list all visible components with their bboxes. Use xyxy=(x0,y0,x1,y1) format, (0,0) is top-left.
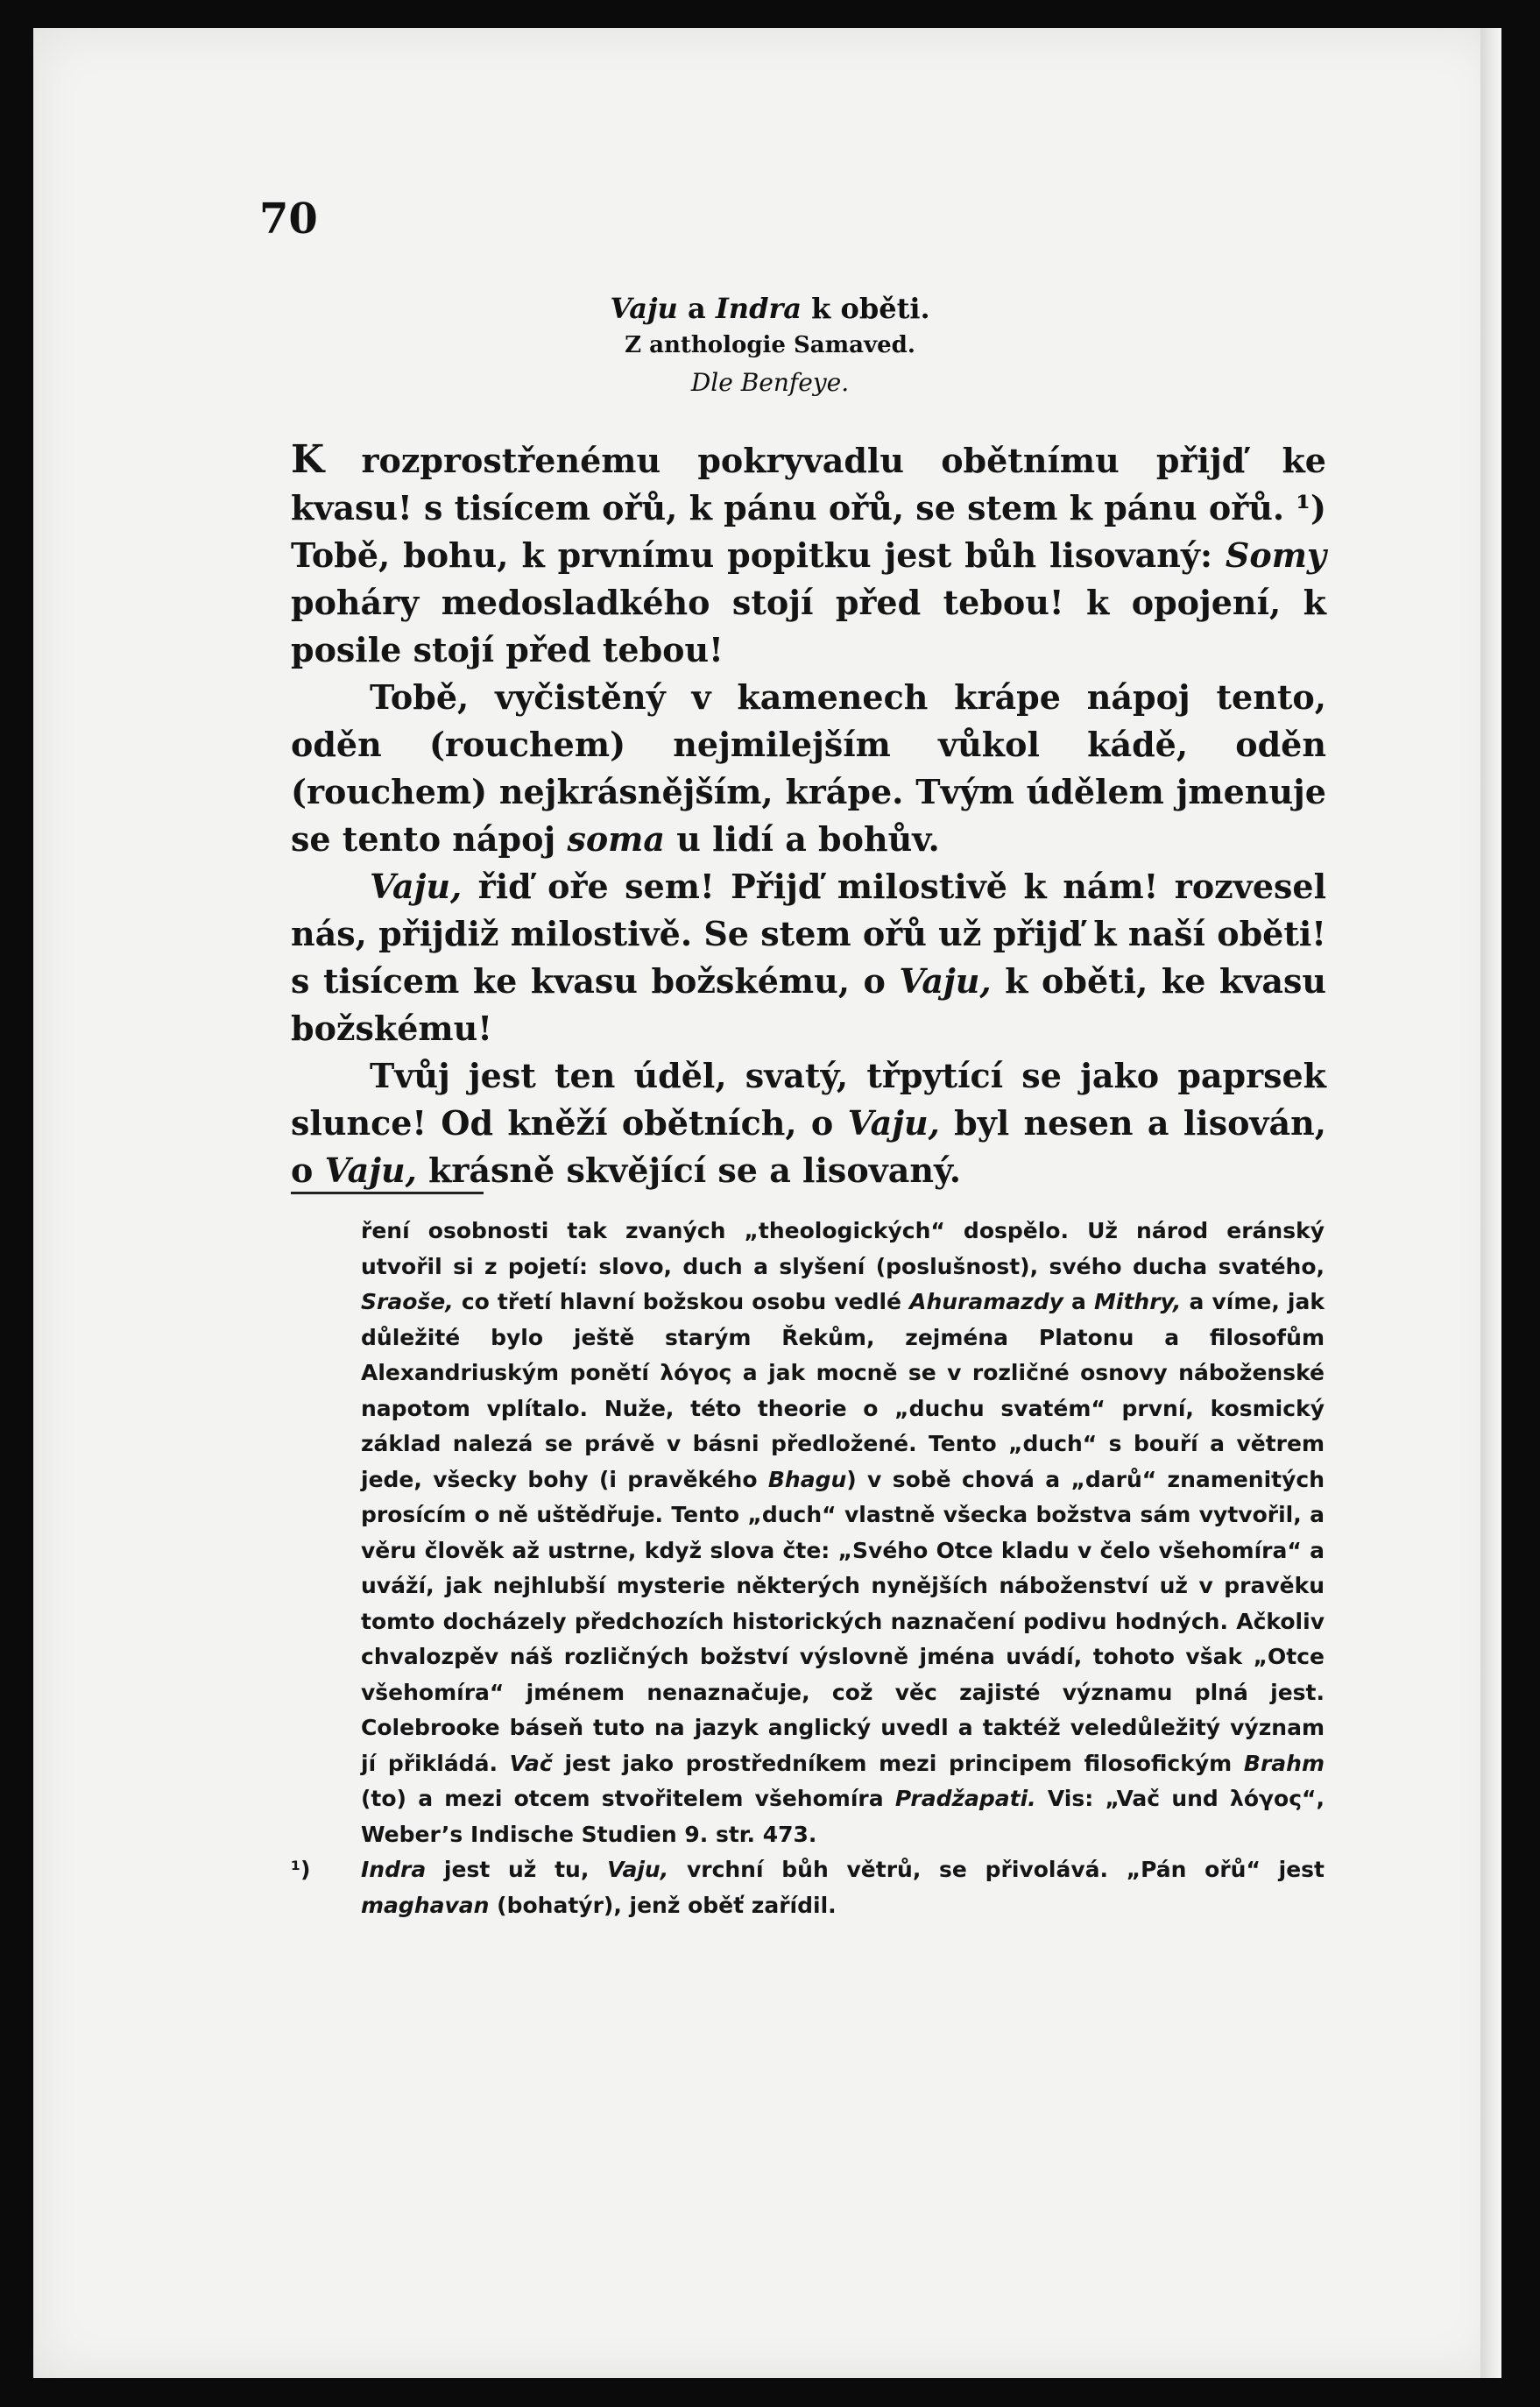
paragraph-3-text-b: k oběti, ke kvasu božskému! xyxy=(291,961,1326,1048)
paragraph-3-text-a: řiď oře sem! Přijď milostivě k nám! rozvesel nás, přijdiž milostivě. Se stem ořů už přijď k naší oběti! s tisícem ke kvasu božskému, o xyxy=(291,867,1326,1001)
paragraph-1-text-a: rozprostřenému pokryvadlu obětnímu přijď ke kvasu! s tisícem ořů, k pánu ořů, se stem k pánu ořů. ¹) Tobě, bohu, k prvnímu popitku jest bůh lisovaný: xyxy=(291,441,1326,575)
footnote-rule xyxy=(291,1192,484,1194)
fn2-text-a: jest už tu, xyxy=(426,1857,608,1882)
word-soma: soma xyxy=(567,819,666,859)
fn1-text-d: a víme, jak důležité bylo ještě starým Řekům, zejména Platonu a filosofům Alexandriuským ponětí λόγος a jak mocně se v rozličné osnovy náboženské napotom vplítalo. Nuže, této theorie o „duchu svatém“ první, kosmický základ nalezá se právě v básni předložené. Tento „duch“ s bouří a větrem jede, všecky bohy (i pravěkého xyxy=(361,1289,1325,1492)
word-vaju: Vaju, xyxy=(324,1150,417,1190)
fn1-text-e: ) v sobě chová a „darů“ znamenitých prosícím o ně uštědřuje. Tento „duch“ vlastně všecka božstva sám vytvořil, a věru člověk až ustrne, když slova čte: „Svého Otce kladu v čelo všehomíra“ a uváží, jak nejhlubší mysterie některých nynějších náboženství už v pravěku tomto docházely předchozích historických naznačení podivu hodných. Ačkoliv chvalozpěv náš rozličných božství výslovně jména uvádí, tohoto však „Otce všehomíra“ jménem nenaznačuje, což věc zajisté významu plná jest. Colebrooke báseň tuto na jazyk anglický uvedl a taktéž veledůležitý význam jí přikládá. xyxy=(361,1466,1325,1776)
paragraph-2-text-b: u lidí a bohův. xyxy=(665,819,940,859)
paragraph-3 xyxy=(291,863,1326,1052)
paragraph-1 xyxy=(291,436,1326,674)
footnote-continuation xyxy=(291,1214,1325,1852)
word-maghavan: maghavan xyxy=(361,1892,490,1918)
word-sraose: Sraoše, xyxy=(361,1289,454,1314)
title-vaju: Vaju xyxy=(610,292,678,325)
word-mithry: Mithry, xyxy=(1094,1289,1182,1314)
word-indra: Indra xyxy=(361,1857,427,1882)
fn1-text-f: jest jako prostředníkem mezi principem filosofickým xyxy=(552,1750,1244,1776)
footnotes xyxy=(291,1214,1325,1923)
paragraph-1-text-b: poháry medosladkého stojí před tebou! k opojení, k posile stojí před tebou! xyxy=(291,583,1326,669)
paragraph-2-text-a: Tobě, vyčistěný v kamenech krápe nápoj tento, oděn (rouchem) nejmilejším vůkol kádě, oděn (rouchem) nejkrásnějším, krápe. Tvým údělem jmenuje se tento nápoj xyxy=(291,677,1326,859)
word-vaju: Vaju, xyxy=(847,1103,940,1143)
page-number: 70 xyxy=(259,195,318,244)
word-vaju: Vaju, xyxy=(899,961,992,1001)
footnote-1 xyxy=(291,1852,1325,1923)
title-a: a xyxy=(677,292,716,325)
poem-subtitle: Z anthologie Samaved. xyxy=(625,332,915,358)
word-brahm: Brahm xyxy=(1243,1750,1325,1776)
fn1-text-g: (to) a mezi otcem stvořitelem všehomíra xyxy=(361,1786,895,1811)
fn1-text-b: co třetí hlavní božskou osobu vedlé xyxy=(453,1289,910,1314)
word-ahuramazdy: Ahuramazdy xyxy=(909,1289,1063,1314)
poem-body xyxy=(291,436,1326,1194)
poem-header xyxy=(0,289,1540,403)
poem-title xyxy=(0,289,1540,328)
word-vaju: Vaju, xyxy=(370,867,463,906)
word-vaju: Vaju, xyxy=(607,1857,669,1882)
word-bhagu: Bhagu xyxy=(767,1466,847,1492)
drop-cap: K xyxy=(291,437,325,482)
word-pradzapati: Pradžapati. xyxy=(894,1786,1036,1811)
fn1-text-c: a xyxy=(1063,1289,1094,1314)
word-somy: Somy xyxy=(1225,535,1326,575)
paragraph-4-text-b: byl nesen a lisován, o xyxy=(291,1103,1326,1190)
footnote-marker: ¹) xyxy=(291,1857,311,1882)
word-vac: Vač xyxy=(509,1750,553,1776)
title-rest: k oběti. xyxy=(802,292,930,325)
fn2-text-c: (bohatýr), jenž oběť zařídil. xyxy=(489,1892,837,1918)
title-indra: Indra xyxy=(715,292,802,325)
poem-author: Dle Benfeye. xyxy=(690,368,850,397)
paragraph-2 xyxy=(291,674,1326,863)
paragraph-4-text-a: Tvůj jest ten úděl, svatý, třpytící se jako paprsek slunce! Od kněží obětních, o xyxy=(291,1056,1326,1143)
fn1-text-a: ření osobnosti tak zvaných „theologických“ dospělo. Už národ eránský utvořil si z pojetí: slovo, duch a slyšení (poslušnost), svého ducha svatého, xyxy=(361,1218,1325,1279)
fn2-text-b: vrchní bůh větrů, se přivolává. „Pán ořů“ jest xyxy=(668,1857,1325,1882)
paragraph-4-text-c: krásně skvějící se a lisovaný. xyxy=(416,1150,961,1190)
paragraph-4 xyxy=(291,1052,1326,1194)
fn1-text-h: Vis: „Vač und λόγος“, Weber’s Indische Studien 9. str. 473. xyxy=(361,1786,1325,1847)
